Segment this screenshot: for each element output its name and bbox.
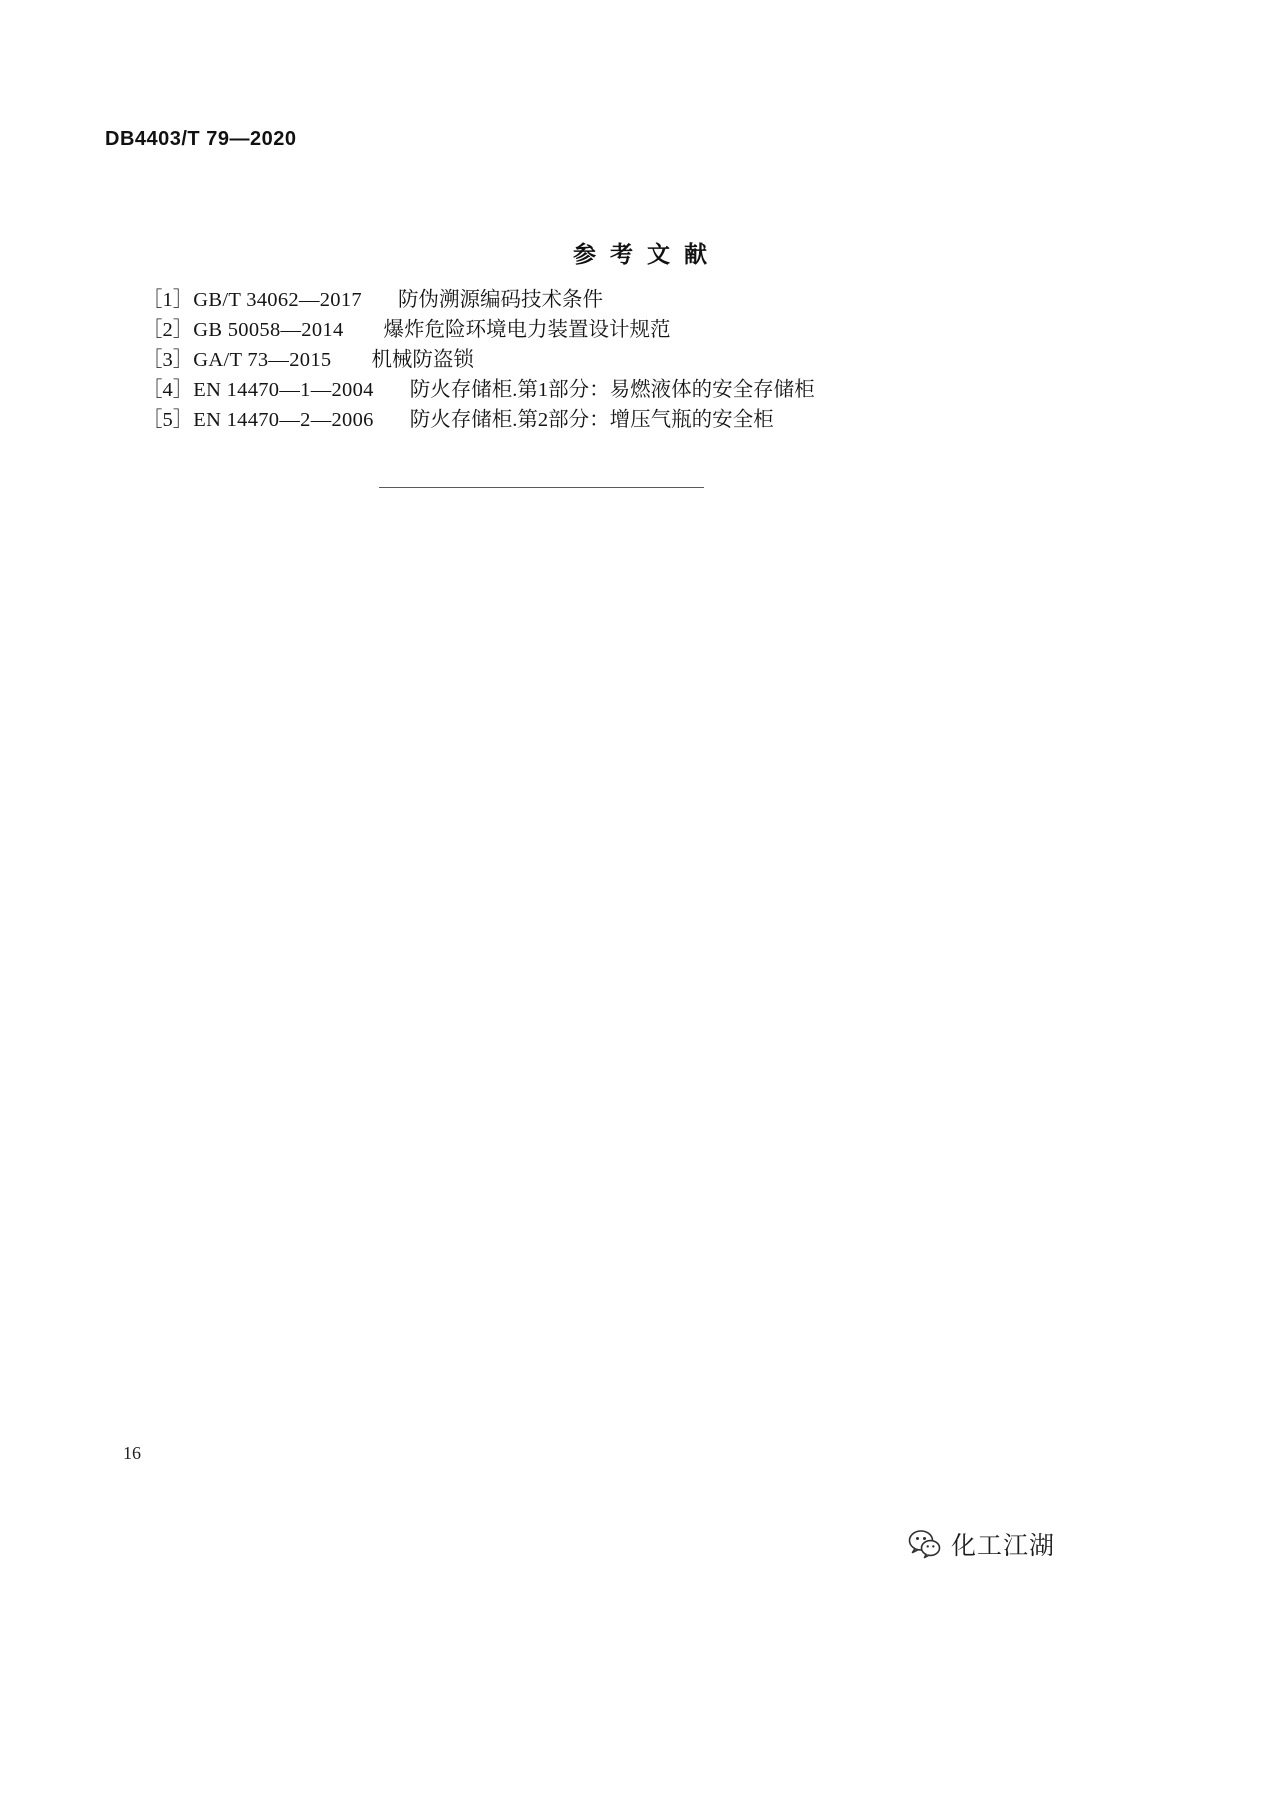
wechat-icon (908, 1527, 942, 1561)
page-number: 16 (123, 1443, 141, 1463)
list-item (142, 405, 1122, 435)
reference-title: 防火存储柜.第2部分：增压气瓶的安全柜 (409, 409, 774, 431)
reference-title: 防伪溯源编码技术条件 (397, 289, 603, 311)
section-heading-char-4: 献 (684, 242, 707, 267)
reference-code: EN 14470—1—2004 (193, 379, 374, 401)
reference-code: GB 50058—2014 (193, 319, 344, 341)
reference-title: 防火存储柜.第1部分：易燃液体的安全存储柜 (409, 379, 815, 401)
reference-title: 机械防盗锁 (371, 349, 474, 371)
watermark-badge (908, 1526, 1055, 1562)
section-heading-char-1: 参 (573, 242, 596, 267)
watermark-label: 化工江湖 (951, 1532, 1056, 1560)
reference-code: EN 14470—2—2006 (193, 409, 374, 431)
section-heading-char-3: 文 (647, 242, 670, 267)
list-item (142, 345, 1122, 375)
reference-marker: ［1］ (142, 289, 194, 311)
section-heading (0, 236, 1280, 269)
reference-marker: ［5］ (142, 409, 194, 431)
reference-title: 爆炸危险环境电力装置设计规范 (383, 319, 671, 341)
reference-marker: ［4］ (142, 379, 194, 401)
list-item (142, 285, 1122, 315)
section-heading-char-2: 考 (610, 242, 633, 267)
reference-marker: ［3］ (142, 349, 194, 371)
running-header-standard-number: DB4403/T 79—2020 (105, 128, 297, 150)
reference-marker: ［2］ (142, 319, 194, 341)
list-item (142, 315, 1122, 345)
list-item (142, 375, 1122, 405)
reference-code: GA/T 73—2015 (193, 349, 332, 371)
reference-code: GB/T 34062—2017 (193, 289, 362, 311)
horizontal-divider (379, 487, 704, 488)
reference-list (142, 285, 1122, 435)
